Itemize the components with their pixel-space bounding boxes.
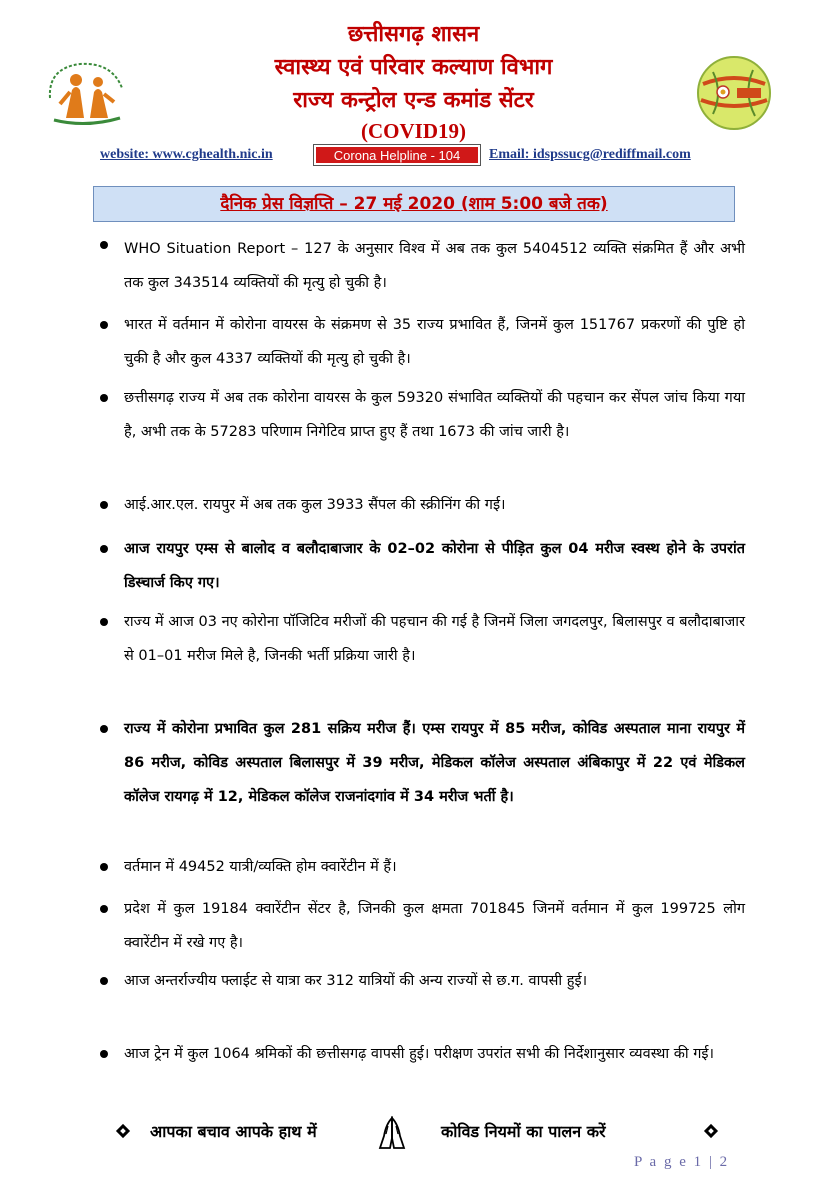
bulletin-item-active-cases: राज्य में कोरोना प्रभावित कुल 281 सक्रिय मरीज हैं। एम्स रायपुर में 85 मरीज, कोविड अस्पताल माना रायपुर में 86 मरीज, कोविड अस्पताल बिलासपुर में 39 मरीज, मेडिकल कॉलेज अस्पताल अंबिकापुर में 22 एवं मेडिकल कॉलेज रायगढ़ में 12, मेडिकल कॉलेज राजनांदगांव में 34 मरीज भर्ती है।	[124, 721, 745, 805]
email-link[interactable]: Email: idspssucg@rediffmail.com	[489, 147, 691, 162]
bulletin-item-irl-screening: आई.आर.एल. रायपुर में अब तक कुल 3933 सैंपल की स्क्रीनिंग की गई।	[124, 497, 506, 513]
bulletin-item-new-cases: राज्य में आज 03 नए कोरोना पॉजिटिव मरीजों की पहचान की गई है जिनमें जिला जगदलपुर, बिलासपुर व बलौदाबाजार से 01–01 मरीज मिले है, जिनकी भर्ती प्रक्रिया जारी है।	[124, 614, 745, 664]
bulletin-item-chhattisgarh-tests: छत्तीसगढ़ राज्य में अब तक कोरोना वायरस के कुल 59320 संभावित व्यक्तियों की पहचान कर सेंपल जांच किया गया है, अभी तक के 57283 परिणाम निगेटिव प्राप्त हुए हैं तथा 1673 की जांच जारी है।	[124, 390, 745, 440]
bullet-icon	[100, 241, 108, 249]
bulletin-item-flights: आज अन्तर्राज्यीय फ्लाईट से यात्रा कर 312 यात्रियों की अन्य राज्यों से छ.ग. वापसी हुई।	[124, 973, 588, 989]
health-department-logo-icon	[40, 58, 132, 128]
idsp-globe-logo-icon	[693, 52, 775, 134]
helpline-text: Corona Helpline - 104	[316, 147, 478, 163]
namaste-hands-icon	[372, 1114, 412, 1154]
bulletin-item-quarantine-centers: प्रदेश में कुल 19184 क्वारेंटीन सेंटर है, जिनकी कुल क्षमता 701845 जिनमें वर्तमान में कुल 199725 लोग क्वारेंटीन में रखे गए है।	[124, 901, 745, 951]
bullet-icon	[100, 905, 108, 913]
government-title: छत्तीसगढ़ शासन	[347, 22, 480, 47]
bullet-icon	[100, 501, 108, 509]
page-number: P a g e 1 | 2	[634, 1154, 730, 1170]
bullet-icon	[100, 977, 108, 985]
footer-slogan-row	[0, 1114, 827, 1154]
bulletin-item-who: WHO Situation Report – 127 के अनुसार विश्व में अब तक कुल 5404512 व्यक्ति संक्रमित हैं और अभी तक कुल 343514 व्यक्तियों की मृत्यु हो चुकी है।	[124, 241, 745, 291]
bullet-icon	[100, 321, 108, 329]
bullet-icon	[100, 618, 108, 626]
helpline-badge	[313, 144, 481, 166]
bulletin-item-home-quarantine: वर्तमान में 49452 यात्री/व्यक्ति होम क्वारेंटीन में हैं।	[124, 859, 397, 875]
bulletin-item-discharge: आज रायपुर एम्स से बालोद व बलौदाबाजार के 02–02 कोरोना से पीड़ित कुल 04 मरीज स्वस्थ होने के उपरांत डिस्चार्ज किए गए।	[124, 541, 745, 591]
bulletin-item-india: भारत में वर्तमान में कोरोना वायरस के संक्रमण से 35 राज्य प्रभावित हैं, जिनमें कुल 151767 प्रकरणों की पुष्टि हो चुकी है और कुल 4337 व्यक्तियों की मृत्यु हो चुकी है।	[124, 317, 745, 367]
slogan-right: कोविड नियमों का पालन करें	[441, 1122, 606, 1141]
bullet-icon	[100, 725, 108, 733]
slogan-left: आपका बचाव आपके हाथ में	[150, 1122, 317, 1141]
bullet-icon	[100, 394, 108, 402]
diamond-bullet-icon	[704, 1124, 718, 1138]
diamond-bullet-icon	[116, 1124, 130, 1138]
contact-row	[0, 142, 827, 172]
department-title: स्वास्थ्य एवं परिवार कल्याण विभाग	[274, 55, 553, 80]
bullet-icon	[100, 863, 108, 871]
bullet-icon	[100, 545, 108, 553]
press-release-title-box	[93, 186, 735, 222]
bullet-icon	[100, 1050, 108, 1058]
center-title: राज्य कन्ट्रोल एन्ड कमांड सेंटर	[293, 88, 534, 113]
covid-title: (COVID19)	[361, 119, 466, 143]
press-release-title: दैनिक प्रेस विज्ञप्ति – 27 मई 2020 (शाम 5:00 बजे तक)	[220, 194, 608, 214]
website-link[interactable]: website: www.cghealth.nic.in	[100, 147, 273, 162]
bulletin-item-trains: आज ट्रेन में कुल 1064 श्रमिकों की छत्तीसगढ़ वापसी हुई। परीक्षण उपरांत सभी की निर्देशानुसार व्यवस्था की गई।	[124, 1046, 714, 1062]
